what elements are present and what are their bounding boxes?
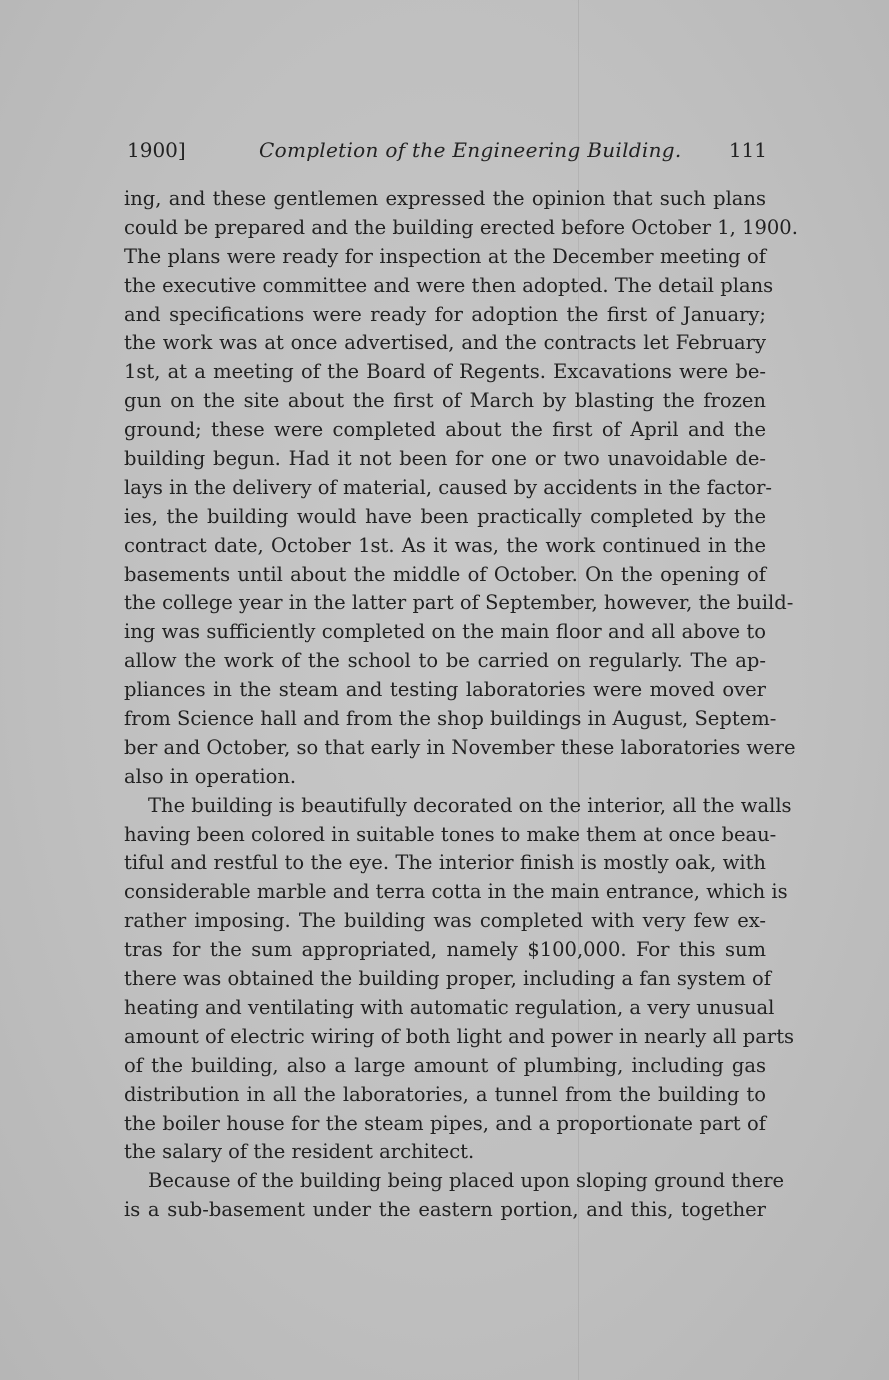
text-line: Because of the building being placed upon sloping ground there [148, 1169, 785, 1193]
text-line: ies, the building would have been practically completed by the [124, 504, 766, 528]
text-line: could be prepared and the building erected before October 1, 1900. [124, 215, 798, 239]
text-line: gun on the site about the first of March by blasting the frozen [124, 389, 766, 413]
text-line: the boiler house for the steam pipes, and a proportionate part of [124, 1111, 766, 1135]
text-line: heating and ventilating with automatic regulation, a very unusual [124, 995, 775, 1019]
text-line: the executive committee and were then adopted. The detail plans [124, 273, 774, 297]
text-line: lays in the delivery of material, caused by accidents in the factor- [124, 475, 773, 499]
text-line: ber and October, so that early in November these laboratories were [124, 735, 796, 759]
paragraph [124, 185, 798, 792]
text-line: amount of electric wiring of both light and power in nearly all parts [124, 1024, 795, 1048]
text-line: ground; these were completed about the first of April and the [124, 418, 766, 442]
header-title: Completion of the Engineering Building. [259, 138, 682, 162]
text-line: ing, and these gentlemen expressed the opinion that such plans [124, 187, 766, 210]
header-year: 1900] [127, 138, 186, 162]
text-line: The building is beautifully decorated on the interior, all the walls [148, 793, 792, 817]
text-line: allow the work of the school to be carried on regularly. The ap- [124, 649, 766, 673]
text-line: contract date, October 1st. As it was, the work continued in the [124, 533, 766, 557]
paragraph [124, 792, 795, 1168]
text-line: is a sub-basement under the eastern portion, and this, together [124, 1198, 766, 1222]
text-line: and specifications were ready for adoption the first of January; [124, 302, 766, 326]
text-line: also in operation. [124, 764, 297, 788]
text-line: ing was sufficiently completed on the main floor and all above to [124, 620, 766, 644]
text-line: tiful and restful to the eye. The interior finish is mostly oak, with [124, 851, 766, 875]
text-line: the work was at once advertised, and the contracts let February [124, 331, 766, 355]
text-line: The plans were ready for inspection at the December meeting of [124, 244, 766, 268]
running-head [127, 138, 767, 168]
text-line: from Science hall and from the shop buildings in August, Septem- [124, 707, 777, 731]
text-line: distribution in all the laboratories, a tunnel from the building to [124, 1082, 766, 1106]
text-line: rather imposing. The building was completed with very few ex- [124, 909, 766, 933]
text-line: the salary of the resident architect. [124, 1140, 475, 1164]
paragraph [124, 1167, 785, 1225]
text-line: there was obtained the building proper, including a fan system of [124, 967, 771, 991]
text-line: considerable marble and terra cotta in the main entrance, which is [124, 880, 788, 904]
text-line: tras for the sum appropriated, namely $100,000. For this sum [124, 938, 766, 962]
text-line: building begun. Had it not been for one or two unavoidable de- [124, 447, 766, 471]
text-line: pliances in the steam and testing laboratories were moved over [124, 678, 766, 702]
text-line: basements until about the middle of October. On the opening of [124, 562, 766, 586]
text-line: having been colored in suitable tones to make them at once beau- [124, 822, 777, 846]
page-number: 111 [728, 138, 767, 162]
text-line: 1st, at a meeting of the Board of Regents. Excavations were be- [124, 360, 766, 384]
body-text [124, 185, 798, 1225]
text-line: the college year in the latter part of September, however, the build- [124, 591, 794, 615]
text-line: of the building, also a large amount of plumbing, including gas [124, 1053, 766, 1077]
